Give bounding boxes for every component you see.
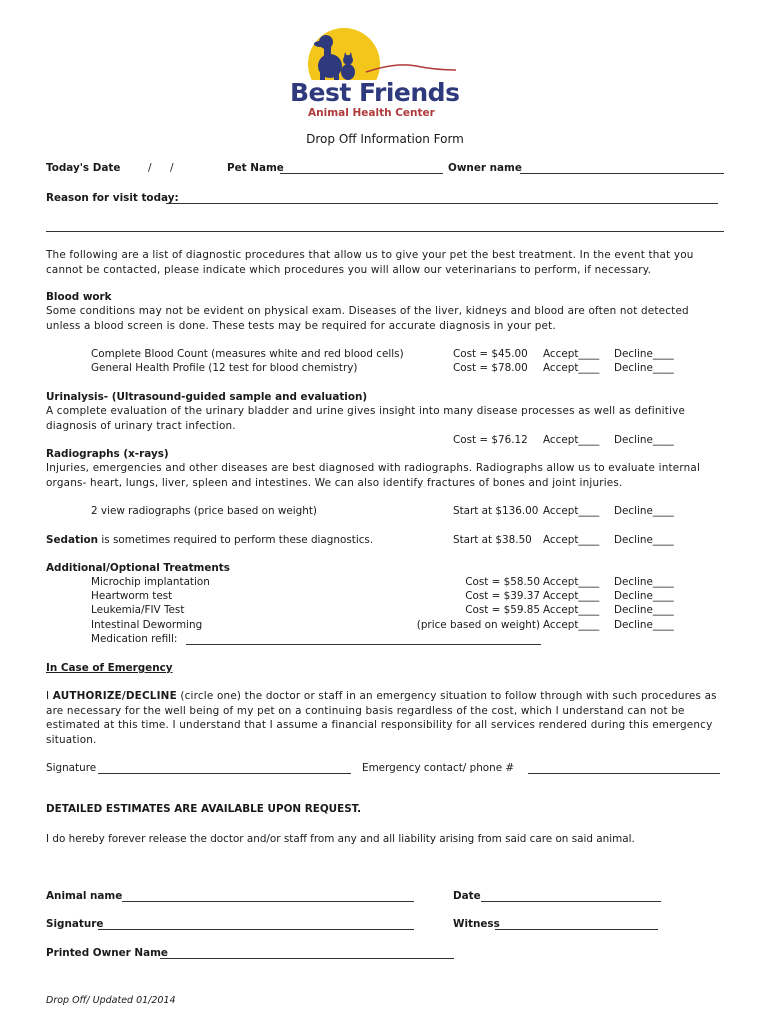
decline-field[interactable]: Decline____ bbox=[614, 362, 674, 374]
item-cost: Cost = $78.00 bbox=[453, 362, 528, 374]
release-text: I do hereby forever release the doctor and/or staff from any and all liability arising from said care on said animal. bbox=[46, 833, 635, 845]
intro-text: The following are a list of diagnostic procedures that allow us to give your pet the best treatment. In the event that you cannot be contacted, please indicate which procedures you will allow our veterinarians to perform, if necessary. bbox=[46, 249, 694, 276]
reason-field-2[interactable] bbox=[46, 231, 724, 232]
item-name: General Health Profile (12 test for blood chemistry) bbox=[91, 362, 358, 374]
emergency-signature-field[interactable] bbox=[98, 773, 351, 774]
medication-refill-label: Medication refill: bbox=[91, 633, 178, 645]
item-name: Heartworm test bbox=[91, 590, 173, 602]
footer-note: Drop Off/ Updated 01/2014 bbox=[46, 995, 176, 1006]
logo bbox=[286, 22, 466, 127]
decline-field[interactable]: Decline____ bbox=[614, 348, 674, 360]
bloodwork-heading: Blood work bbox=[46, 291, 112, 303]
urinalysis-text: A complete evaluation of the urinary bladder and urine gives insight into many disease processes as well as definitive diagnosis of urinary tract infection. bbox=[46, 405, 686, 432]
urinalysis-accept-field[interactable]: Accept____ bbox=[543, 434, 600, 446]
sedation-rest: is sometimes required to perform these diagnostics. bbox=[98, 534, 374, 546]
accept-field[interactable]: Accept____ bbox=[543, 362, 600, 374]
witness-label: Witness bbox=[453, 918, 500, 930]
item-name: Microchip implantation bbox=[91, 576, 210, 588]
radiographs-accept-field[interactable]: Accept____ bbox=[543, 505, 600, 517]
printed-owner-label: Printed Owner Name bbox=[46, 947, 168, 959]
printed-owner-field[interactable] bbox=[160, 958, 454, 959]
sedation-decline-field[interactable]: Decline____ bbox=[614, 534, 674, 546]
date-sep-2: / bbox=[170, 162, 174, 174]
sedation-accept-field[interactable]: Accept____ bbox=[543, 534, 600, 546]
accept-field[interactable]: Accept____ bbox=[543, 576, 600, 588]
date-footer-label: Date bbox=[453, 890, 481, 902]
bloodwork-text: Some conditions may not be evident on physical exam. Diseases of the liver, kidneys and blood are often not detected unless a blood screen is done. These tests may be required for accurate diagnosis in your pet. bbox=[46, 305, 689, 332]
authorize-decline-choice[interactable]: AUTHORIZE/DECLINE bbox=[52, 690, 177, 702]
radiographs-cost: Start at $136.00 bbox=[453, 505, 539, 517]
sedation-bold: Sedation bbox=[46, 534, 99, 546]
page-title: Drop Off Information Form bbox=[306, 132, 464, 146]
logo-name: Best Friends bbox=[290, 78, 460, 107]
pet-name-label: Pet Name bbox=[227, 162, 284, 174]
urinalysis-decline-field[interactable]: Decline____ bbox=[614, 434, 674, 446]
item-name: Complete Blood Count (measures white and red blood cells) bbox=[91, 348, 404, 360]
accept-field[interactable]: Accept____ bbox=[543, 590, 600, 602]
pet-name-field[interactable] bbox=[280, 173, 443, 174]
sedation-cost: Start at $38.50 bbox=[453, 534, 532, 546]
item-name: Leukemia/FIV Test bbox=[91, 604, 185, 616]
item-name: Intestinal Deworming bbox=[91, 619, 203, 631]
reason-field[interactable] bbox=[166, 203, 718, 204]
accept-field[interactable]: Accept____ bbox=[543, 619, 600, 631]
date-footer-field[interactable] bbox=[481, 901, 661, 902]
reason-label: Reason for visit today: bbox=[46, 192, 179, 204]
item-cost: Cost = $39.37 bbox=[465, 590, 540, 602]
emergency-lead: I bbox=[46, 690, 53, 702]
radiographs-heading: Radiographs (x-rays) bbox=[46, 448, 169, 460]
sedation-text bbox=[46, 534, 373, 546]
animal-name-field[interactable] bbox=[122, 901, 414, 902]
emergency-contact-field[interactable] bbox=[528, 773, 720, 774]
decline-field[interactable]: Decline____ bbox=[614, 576, 674, 588]
medication-refill-field[interactable] bbox=[186, 644, 541, 645]
emergency-contact-label: Emergency contact/ phone # bbox=[362, 762, 515, 774]
decline-field[interactable]: Decline____ bbox=[614, 590, 674, 602]
emergency-signature-label: Signature bbox=[46, 762, 97, 774]
emergency-text bbox=[46, 689, 726, 747]
accept-field[interactable]: Accept____ bbox=[543, 348, 600, 360]
animal-name-label: Animal name bbox=[46, 890, 123, 902]
radiographs-text: Injuries, emergencies and other diseases are best diagnosed with radiographs. Radiographs allow us to evaluate internal organs- heart, lungs, liver, spleen and intestines. We can also identify fractures of bones and joint injuries. bbox=[46, 462, 701, 489]
date-label: Today's Date bbox=[46, 162, 121, 174]
signature-footer-field[interactable] bbox=[98, 929, 414, 930]
date-sep-1: / bbox=[148, 162, 152, 174]
logo-subtitle: Animal Health Center bbox=[308, 107, 435, 119]
radiographs-decline-field[interactable]: Decline____ bbox=[614, 505, 674, 517]
item-cost: Cost = $59.85 bbox=[465, 604, 540, 616]
item-cost: Cost = $58.50 bbox=[465, 576, 540, 588]
emergency-heading: In Case of Emergency bbox=[46, 662, 173, 674]
accept-field[interactable]: Accept____ bbox=[543, 604, 600, 616]
item-cost: Cost = $45.00 bbox=[453, 348, 528, 360]
emergency-body: (circle one) the doctor or staff in an emergency situation to follow through with such procedures as are necessary for the well being of my pet on a continuing basis regardless of the cost, which I understand can not be estimated at this time. I understand that I assume a financial responsibility for all services rendered during this emergency situation. bbox=[46, 690, 717, 746]
decline-field[interactable]: Decline____ bbox=[614, 619, 674, 631]
owner-name-label: Owner name bbox=[448, 162, 522, 174]
radiographs-item: 2 view radiographs (price based on weight) bbox=[91, 505, 317, 517]
urinalysis-heading: Urinalysis- (Ultrasound-guided sample and evaluation) bbox=[46, 391, 368, 403]
witness-field[interactable] bbox=[495, 929, 658, 930]
signature-footer-label: Signature bbox=[46, 918, 104, 930]
additional-heading: Additional/Optional Treatments bbox=[46, 562, 230, 574]
urinalysis-cost: Cost = $76.12 bbox=[453, 434, 528, 446]
decline-field[interactable]: Decline____ bbox=[614, 604, 674, 616]
estimates-notice: DETAILED ESTIMATES ARE AVAILABLE UPON REQUEST. bbox=[46, 803, 362, 815]
owner-name-field[interactable] bbox=[520, 173, 724, 174]
item-cost: (price based on weight) bbox=[416, 619, 540, 631]
